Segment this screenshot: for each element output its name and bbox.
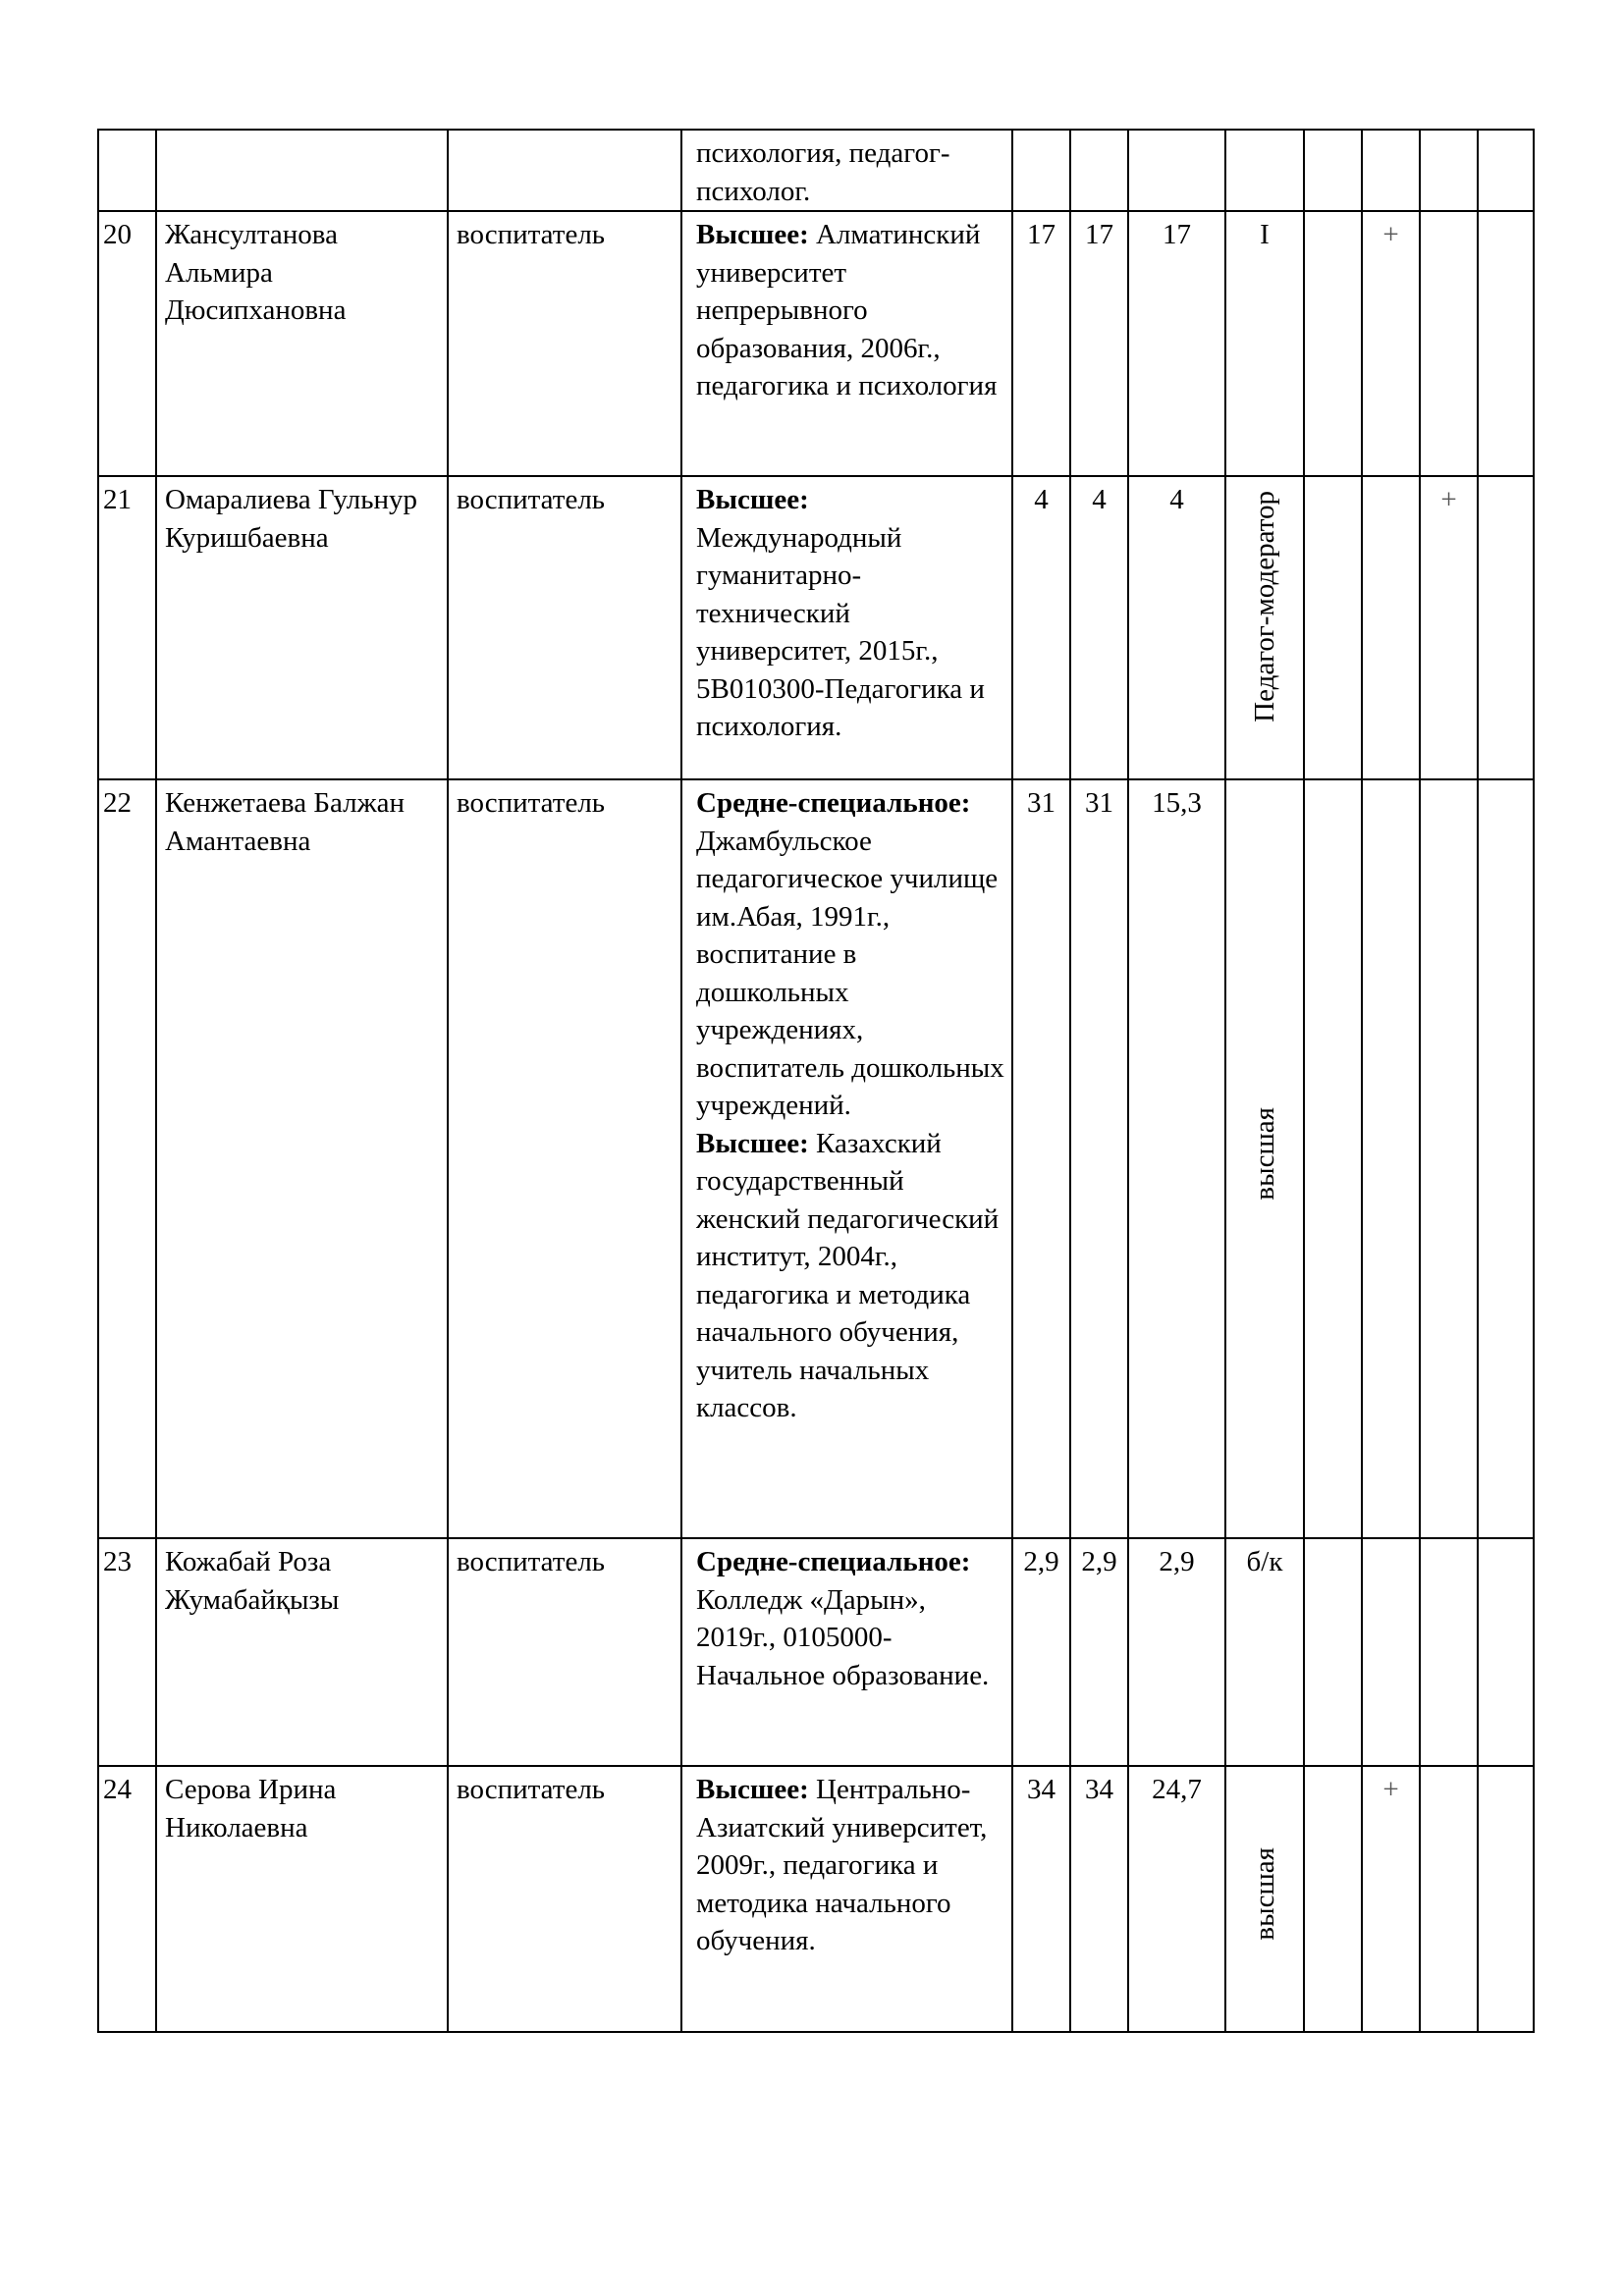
education-details: Международный гуманитарно-технический университет, 2015г., 5В010300-Педагогика и психология. bbox=[696, 521, 985, 742]
mark-cell-m2: + bbox=[1362, 211, 1420, 476]
mark-cell-m3 bbox=[1420, 779, 1478, 1538]
education-level: Высшее: bbox=[696, 219, 809, 250]
mark-cell-m4 bbox=[1478, 476, 1534, 779]
experience-in-institution: 24,7 bbox=[1128, 1766, 1225, 2032]
mark-cell-m4 bbox=[1478, 130, 1534, 211]
education-level: Средне-специальное: bbox=[696, 787, 971, 819]
mark-cell-m1 bbox=[1304, 211, 1362, 476]
qualification-category bbox=[1225, 1766, 1304, 2032]
mark-cell-m1 bbox=[1304, 779, 1362, 1538]
mark-cell-m3 bbox=[1420, 130, 1478, 211]
employee-name: Кенжетаева Балжан Амантаевна bbox=[156, 779, 448, 1538]
total-experience: 17 bbox=[1012, 211, 1070, 476]
mark-cell-m2 bbox=[1362, 779, 1420, 1538]
mark-cell-m4 bbox=[1478, 211, 1534, 476]
education-details: Джамбульское педагогическое училище им.Абая, 1991г., воспитание в дошкольных учреждениях, воспитатель дошкольных учреждений. bbox=[696, 825, 1004, 1121]
education-details: Казахский государственный женский педагогический институт, 2004г., педагогика и методика начального обучения, учитель начальных классов. bbox=[696, 1127, 1000, 1423]
employee-name: Кожабай Роза Жумабайқызы bbox=[156, 1538, 448, 1766]
qualification-category bbox=[1225, 130, 1304, 211]
education-cell bbox=[681, 1766, 1012, 2032]
mark-cell-m4 bbox=[1478, 1538, 1534, 1766]
experience-in-institution: 17 bbox=[1128, 211, 1225, 476]
pedagogical-experience: 2,9 bbox=[1070, 1538, 1128, 1766]
table-row bbox=[98, 1538, 1534, 1766]
education-details: психология, педагог-психолог. bbox=[696, 137, 950, 207]
education-level: Высшее: bbox=[696, 1127, 809, 1159]
pedagogical-experience: 4 bbox=[1070, 476, 1128, 779]
total-experience: 4 bbox=[1012, 476, 1070, 779]
row-number: 22 bbox=[98, 779, 156, 1538]
qualification-category-label: высшая bbox=[1248, 1106, 1280, 1201]
pedagogical-experience: 34 bbox=[1070, 1766, 1128, 2032]
row-number: 23 bbox=[98, 1538, 156, 1766]
pedagogical-experience: 17 bbox=[1070, 211, 1128, 476]
mark-cell-m2 bbox=[1362, 476, 1420, 779]
qualification-category-label: высшая bbox=[1248, 1846, 1280, 1941]
row-number: 24 bbox=[98, 1766, 156, 2032]
employee-name: Серова Ирина Николаевна bbox=[156, 1766, 448, 2032]
experience-in-institution: 4 bbox=[1128, 476, 1225, 779]
education-cell bbox=[681, 130, 1012, 211]
employee-position: воспитатель bbox=[448, 476, 681, 779]
mark-cell-m2: + bbox=[1362, 1766, 1420, 2032]
education-level: Высшее: bbox=[696, 1774, 809, 1805]
pedagogical-experience: 31 bbox=[1070, 779, 1128, 1538]
mark-cell-m4 bbox=[1478, 1766, 1534, 2032]
mark-cell-m1 bbox=[1304, 130, 1362, 211]
mark-cell-m2 bbox=[1362, 1538, 1420, 1766]
education-details: Колледж «Дарын», 2019г., 0105000-Начальное образование. bbox=[696, 1583, 990, 1691]
mark-cell-m4 bbox=[1478, 779, 1534, 1538]
table-row bbox=[98, 211, 1534, 476]
experience-in-institution: 15,3 bbox=[1128, 779, 1225, 1538]
mark-cell-m2 bbox=[1362, 130, 1420, 211]
education-details: Алматинский университет непрерывного образования, 2006г., педагогика и психология bbox=[696, 219, 998, 401]
employee-position: воспитатель bbox=[448, 779, 681, 1538]
pedagogical-experience bbox=[1070, 130, 1128, 211]
mark-cell-m1 bbox=[1304, 1538, 1362, 1766]
total-experience: 34 bbox=[1012, 1766, 1070, 2032]
mark-cell-m3: + bbox=[1420, 476, 1478, 779]
education-details: Центрально-Азиатский университет, 2009г., педагогика и методика начального обучения. bbox=[696, 1774, 988, 1956]
employee-name: Жансултанова Альмира Дюсипхановна bbox=[156, 211, 448, 476]
experience-in-institution bbox=[1128, 130, 1225, 211]
qualification-category bbox=[1225, 476, 1304, 779]
employee-position: воспитатель bbox=[448, 1766, 681, 2032]
mark-cell-m3 bbox=[1420, 211, 1478, 476]
table-row bbox=[98, 130, 1534, 211]
table-row bbox=[98, 779, 1534, 1538]
education-cell bbox=[681, 476, 1012, 779]
qualification-category: б/к bbox=[1225, 1538, 1304, 1766]
education-cell bbox=[681, 211, 1012, 476]
total-experience: 2,9 bbox=[1012, 1538, 1070, 1766]
education-level: Средне-специальное: bbox=[696, 1546, 971, 1577]
table-row bbox=[98, 1766, 1534, 2032]
mark-cell-m1 bbox=[1304, 476, 1362, 779]
education-cell bbox=[681, 1538, 1012, 1766]
qualification-category: I bbox=[1225, 211, 1304, 476]
total-experience: 31 bbox=[1012, 779, 1070, 1538]
experience-in-institution: 2,9 bbox=[1128, 1538, 1225, 1766]
employee-name: Омаралиева Гульнур Куришбаевна bbox=[156, 476, 448, 779]
mark-cell-m1 bbox=[1304, 1766, 1362, 2032]
mark-cell-m3 bbox=[1420, 1766, 1478, 2032]
total-experience bbox=[1012, 130, 1070, 211]
education-cell bbox=[681, 779, 1012, 1538]
employee-position: воспитатель bbox=[448, 211, 681, 476]
employee-name bbox=[156, 130, 448, 211]
row-number: 21 bbox=[98, 476, 156, 779]
table-row bbox=[98, 476, 1534, 779]
qualification-category bbox=[1225, 779, 1304, 1538]
qualification-category-label: Педагог-модератор bbox=[1248, 491, 1280, 722]
row-number: 20 bbox=[98, 211, 156, 476]
row-number bbox=[98, 130, 156, 211]
staff-table bbox=[97, 129, 1535, 2033]
employee-position: воспитатель bbox=[448, 1538, 681, 1766]
mark-cell-m3 bbox=[1420, 1538, 1478, 1766]
education-level: Высшее: bbox=[696, 484, 809, 515]
employee-position bbox=[448, 130, 681, 211]
